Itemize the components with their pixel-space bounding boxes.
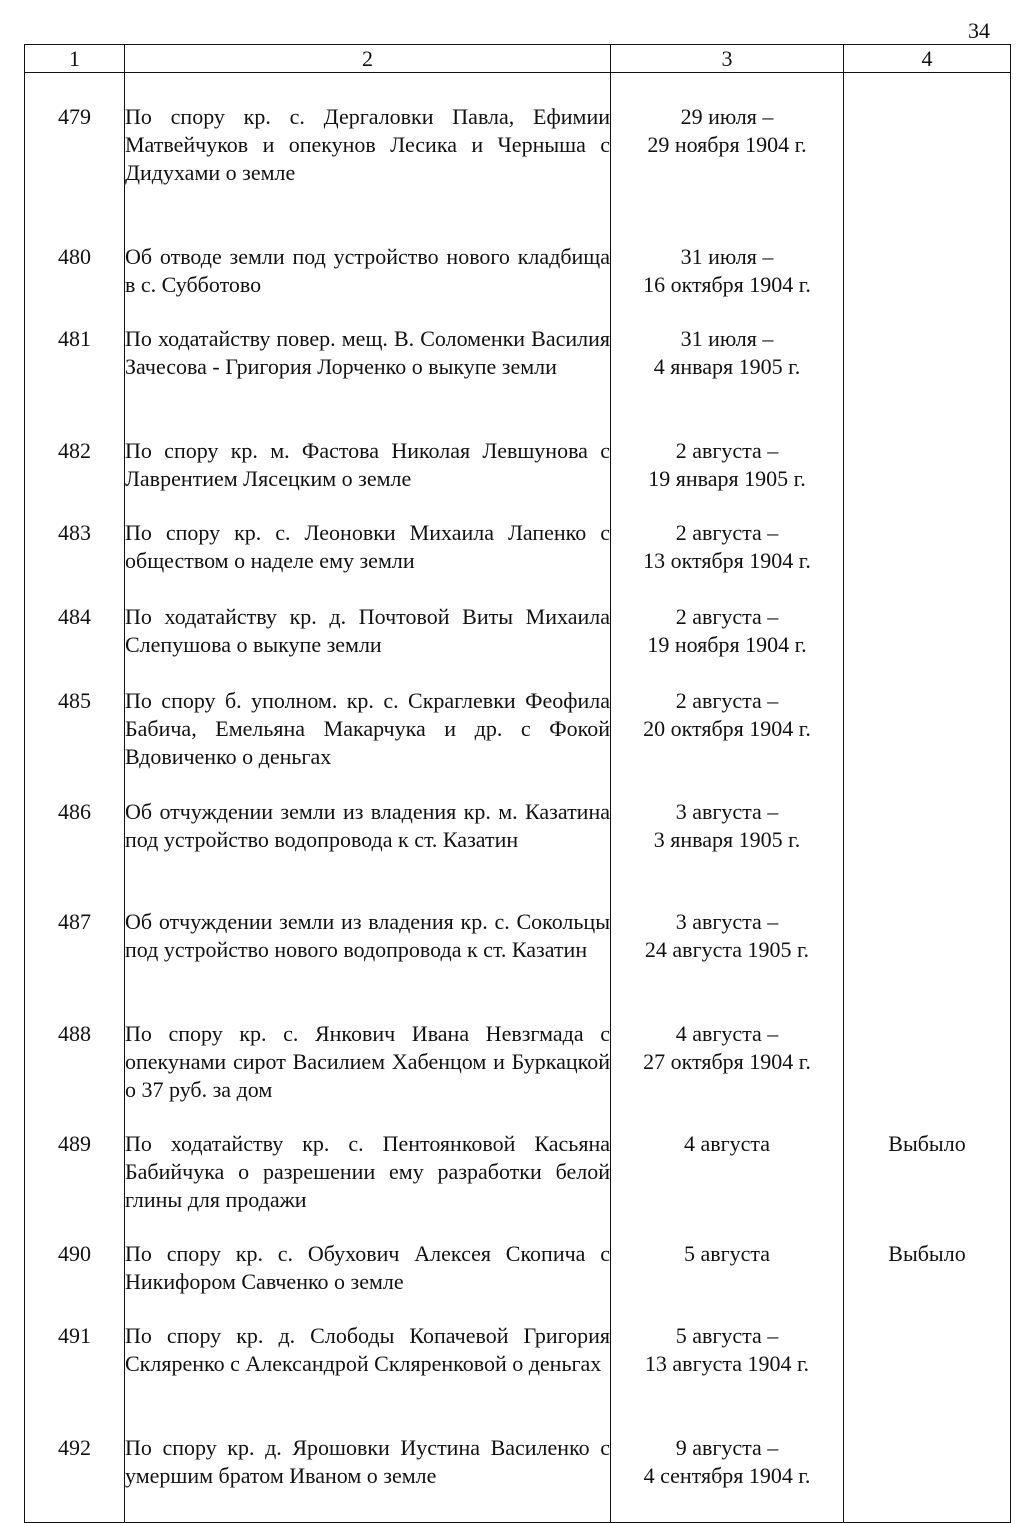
row-description	[125, 243, 611, 325]
row-description-text: По спору кр. с. Дергаловки Павла, Ефимии Матвейчуков и опекунов Лесика и Чернышa с Дидухами о земле	[125, 104, 610, 185]
row-description	[125, 1240, 611, 1322]
row-description-text: По спору кр. с. Янкович Ивана Невзгмада с опекунами сирот Василием Хабенцом и Буркацкой о 37 руб. за дом	[125, 1021, 610, 1102]
row-date-start: 31 июля –	[680, 326, 774, 351]
row-note	[844, 1020, 1011, 1130]
row-date-start: 5 августа –	[675, 1323, 779, 1348]
table-row	[25, 908, 1011, 1020]
row-note	[844, 73, 1011, 244]
row-number-text: 485	[58, 688, 91, 713]
table-row	[25, 1130, 1011, 1240]
row-note	[844, 1240, 1011, 1322]
row-number	[25, 1322, 125, 1434]
row-dates	[611, 687, 844, 798]
row-note	[844, 798, 1011, 908]
row-dates	[611, 1240, 844, 1322]
row-note	[844, 687, 1011, 798]
row-note	[844, 1130, 1011, 1240]
row-number	[25, 325, 125, 437]
row-date-end: 16 октября 1904 г.	[643, 272, 811, 297]
table-row	[25, 1434, 1011, 1523]
row-date-start: 4 августа –	[675, 1021, 779, 1046]
row-description-text: По спору кр. м. Фастова Николая Левшунова с Лаврентием Лясецким о земле	[125, 438, 610, 491]
row-number	[25, 1020, 125, 1130]
table-row	[25, 687, 1011, 798]
row-date-start: 2 августа –	[675, 688, 779, 713]
row-dates	[611, 73, 844, 244]
row-description-text: По ходатайству кр. с. Пентоянковой Касьяна Бабийчука о разрешении ему разработки белой глины для продажи	[125, 1131, 610, 1212]
row-number-text: 488	[58, 1021, 91, 1046]
row-description	[125, 1020, 611, 1130]
row-description	[125, 603, 611, 687]
row-description-text: По спору кр. с. Обухович Алексея Скопича с Никифором Савченко о земле	[125, 1241, 610, 1294]
row-date-start: 9 августа –	[675, 1435, 779, 1460]
row-date-end: 13 августа 1904 г.	[644, 1351, 810, 1376]
row-date-start: 31 июля –	[680, 244, 774, 269]
row-date-start: 2 августа –	[675, 520, 779, 545]
row-number	[25, 908, 125, 1020]
row-number-text: 489	[58, 1131, 91, 1156]
row-number	[25, 243, 125, 325]
row-dates	[611, 798, 844, 908]
header-row	[25, 45, 1011, 73]
row-description-text: По спору б. уполном. кр. с. Скраглевки Феофила Бабича, Емельяна Макарчука и др. с Фокой Вдовиченко о деньгах	[125, 688, 610, 769]
table-row	[25, 1020, 1011, 1130]
row-description-text: По спору кр. с. Леоновки Михаила Лапенко с обществом о наделе ему земли	[125, 520, 610, 573]
row-description	[125, 1434, 611, 1523]
row-number	[25, 437, 125, 519]
row-note	[844, 325, 1011, 437]
row-description	[125, 437, 611, 519]
row-date-start: 29 июля –	[680, 104, 774, 129]
row-number	[25, 1434, 125, 1523]
row-description	[125, 1322, 611, 1434]
row-note	[844, 437, 1011, 519]
row-number	[25, 798, 125, 908]
table-row	[25, 519, 1011, 603]
row-date-start: 3 августа –	[675, 909, 779, 934]
row-date-start: 2 августа –	[675, 438, 779, 463]
row-dates	[611, 519, 844, 603]
row-dates	[611, 908, 844, 1020]
row-date-end: 19 января 1905 г.	[648, 466, 806, 491]
row-description	[125, 687, 611, 798]
row-date-end: 13 октября 1904 г.	[643, 548, 811, 573]
table-row	[25, 437, 1011, 519]
row-date-end: 27 октября 1904 г.	[643, 1049, 811, 1074]
row-date-end: 29 ноября 1904 г.	[647, 132, 807, 157]
column-header-1: 1	[25, 45, 125, 73]
row-note	[844, 519, 1011, 603]
register-table	[24, 44, 1011, 1523]
row-description-text: По ходатайству кр. д. Почтовой Виты Михаила Слепушова о выкупе земли	[125, 604, 610, 657]
row-dates	[611, 603, 844, 687]
page-number: 34	[968, 18, 990, 43]
row-number-text: 484	[58, 604, 91, 629]
row-number-text: 491	[58, 1323, 91, 1348]
register-rows	[25, 73, 1011, 1523]
row-description	[125, 798, 611, 908]
row-number-text: 483	[58, 520, 91, 545]
table-row	[25, 73, 1011, 244]
row-note	[844, 1434, 1011, 1523]
row-dates	[611, 437, 844, 519]
table-row	[25, 1322, 1011, 1434]
row-dates	[611, 1322, 844, 1434]
column-header-2: 2	[125, 45, 611, 73]
row-dates	[611, 1020, 844, 1130]
row-date-end: 20 октября 1904 г.	[643, 716, 811, 741]
row-number-text: 480	[58, 244, 91, 269]
row-date-start: 5 августа	[683, 1241, 771, 1266]
row-number-text: 482	[58, 438, 91, 463]
row-number	[25, 1240, 125, 1322]
row-description-text: По спору кр. д. Ярошовки Иустина Василенко с умершим братом Иваном о земле	[125, 1435, 610, 1488]
row-date-start: 2 августа –	[675, 604, 779, 629]
row-description-text: Об отчуждении земли из владения кр. с. Сокольцы под устройство нового водопровода к ст. Казатин	[125, 909, 610, 962]
table-row	[25, 798, 1011, 908]
row-number-text: 490	[58, 1241, 91, 1266]
row-date-end: 4 января 1905 г.	[653, 354, 801, 379]
row-note	[844, 908, 1011, 1020]
row-dates	[611, 1434, 844, 1523]
row-number-text: 481	[58, 326, 91, 351]
table-row	[25, 325, 1011, 437]
row-dates	[611, 325, 844, 437]
row-description-text: Об отчуждении земли из владения кр. м. Казатина под устройство водопровода к ст. Казатин	[125, 799, 610, 852]
row-note-text: Выбыло	[888, 1241, 966, 1266]
row-note	[844, 243, 1011, 325]
row-date-end: 19 ноября 1904 г.	[647, 632, 807, 657]
row-number	[25, 687, 125, 798]
row-date-end: 24 августа 1905 г.	[644, 937, 810, 962]
row-description-text: По спору кр. д. Слободы Копачевой Григория Скляренко с Александрой Скляренковой о деньгах	[125, 1323, 610, 1376]
row-description	[125, 1130, 611, 1240]
column-header-3: 3	[611, 45, 844, 73]
row-description	[125, 519, 611, 603]
row-description-text: По ходатайству повер. мещ. В. Соломенки Василия Зачесова - Григория Лорченко о выкупе земли	[125, 326, 610, 379]
row-description	[125, 908, 611, 1020]
row-note-text: Выбыло	[888, 1131, 966, 1156]
row-number-text: 487	[58, 909, 91, 934]
row-description-text: Об отводе земли под устройство нового кладбища в с. Субботово	[125, 244, 610, 297]
row-date-end: 3 января 1905 г.	[653, 827, 801, 852]
row-number-text: 479	[58, 104, 91, 129]
table-row	[25, 243, 1011, 325]
row-description	[125, 325, 611, 437]
row-number	[25, 1130, 125, 1240]
row-date-start: 3 августа –	[675, 799, 779, 824]
row-number-text: 486	[58, 799, 91, 824]
row-dates	[611, 1130, 844, 1240]
row-note	[844, 603, 1011, 687]
column-header-4: 4	[844, 45, 1011, 73]
row-note	[844, 1322, 1011, 1434]
table-row	[25, 1240, 1011, 1322]
row-dates	[611, 243, 844, 325]
row-number	[25, 603, 125, 687]
row-description	[125, 73, 611, 244]
row-date-start: 4 августа	[683, 1131, 771, 1156]
row-date-end: 4 сентября 1904 г.	[643, 1463, 811, 1488]
row-number	[25, 519, 125, 603]
table-row	[25, 603, 1011, 687]
row-number	[25, 73, 125, 244]
row-number-text: 492	[58, 1435, 91, 1460]
